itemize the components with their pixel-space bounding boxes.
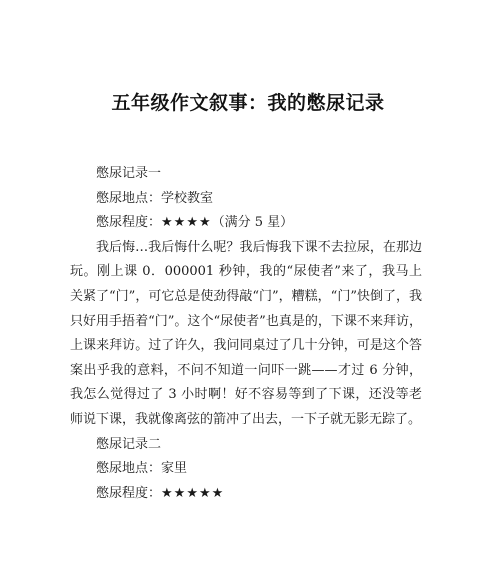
section2-heading: 憋尿记录二: [96, 436, 162, 452]
section2-star-rating: ★★★★★: [161, 485, 225, 501]
section1-degree-label: 憋尿程度：: [96, 215, 162, 231]
section1-degree: [70, 211, 422, 236]
section2-location: 憋尿地点：家里: [96, 461, 188, 477]
section1-heading: 憋尿记录一: [96, 166, 162, 181]
section1-degree-note: （满分 5 星）: [211, 215, 294, 231]
page-title: 五年级作文叙事：我的憋尿记录: [111, 92, 385, 114]
section1-location: 憋尿地点：学校教室: [96, 190, 214, 206]
section1-paragraph: 我后悔…我后悔什么呢？我后悔我下课不去拉尿，在那边玩。刚上课 0．000001 秒钟，我的“尿使者”来了，我马上关紧了“门”，可它总是使劲得敲“门”，糟糕，“门”快倒了，我只好用手捂着“门”。这个“尿使者”也真是的，下课不来拜访，上课来拜访。过了许久，我问同桌过了几十分钟，可是这个答案出乎我的意料，不问不知道一问吓一跳——才过 6 分钟，我怎么觉得过了 3 小时啊！好不容易等到了下课，还没等老师说下课，我就像离弦的箭冲了出去，一下子就无影无踪了。: [70, 239, 422, 427]
section1-star-rating: ★★★★: [161, 215, 212, 231]
section2-degree: [70, 482, 422, 507]
section2-degree-label: 憋尿程度：: [96, 485, 162, 501]
document-body: [70, 162, 422, 506]
